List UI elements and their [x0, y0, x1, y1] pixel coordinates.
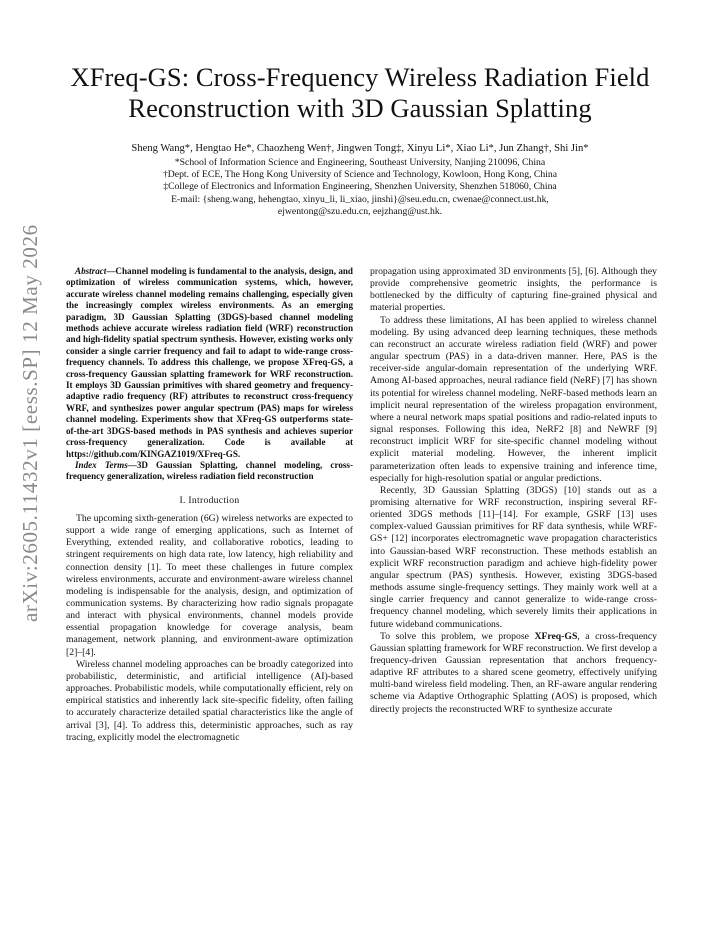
author-list: Sheng Wang*, Hengtao He*, Chaozheng Wen†, Jingwen Tong‡, Xinyu Li*, Xiao Li*, Jun Zhang†, Shi Jin* — [131, 143, 589, 154]
left-column — [66, 266, 353, 744]
affiliation-3: ‡College of Electronics and Information Engineering, Shenzhen University, Shenzhen 518060, China — [163, 181, 557, 193]
email-line-2: ejwentong@szu.edu.cn, eejzhang@ust.hk. — [277, 205, 443, 217]
index-terms — [66, 460, 353, 483]
author-block — [40, 142, 680, 218]
abstract-lead: Abstract — [75, 266, 107, 276]
method-name: XFreq-GS — [534, 630, 578, 642]
abstract-text: —Channel modeling is fundamental to the analysis, design, and optimization of wireless communication systems, which, however, accurate wireless channel modeling remains challenging, especially given the increasingly complex wireless environments. As an emerging paradigm, 3D Gaussian Splatting (3DGS)-based channel modeling methods achieve accurate wireless radiation field (WRF) reconstruction and high-fidelity spatial spectrum synthesis. However, existing works only consider a single carrier frequency and fail to adapt to wide-range cross-frequency channels. To address this challenge, we propose XFreq-GS, a cross-frequency Gaussian splatting framework for WRF reconstruction. It employs 3D Gaussian primitives with shared geometry and frequency-adaptive radio frequency (RF) attributes to reconstruct cross-frequency WRF, and synthesizes power angular spectrum (PAS) maps for wireless channel modeling. Experiments show that XFreq-GS outperforms state-of-the-art 3DGS-based methods in PAS synthesis and achieves superior cross-frequency generalization. Code is available at https://github.com/KINGAZ1019/XFreq-GS. — [66, 266, 353, 459]
arxiv-identifier[interactable]: arXiv:2605.11432v1 [eess.SP] 12 May 2026 — [18, 224, 42, 622]
section-heading-introduction: I. Introduction — [179, 494, 240, 506]
intro-paragraph-1: The upcoming sixth-generation (6G) wireless networks are expected to support a wide range of emerging applications, such as Internet of Everything, extended reality, and collaborative robotics, leading to stringent requirements on high data rate, low latency, high reliability and connection density [1]. To meet these challenges in future complex wireless environments, accurate and environment-aware wireless channel modeling is indispensable for the analysis, design, and optimization of communication systems. By characterizing how radio signals propagate and interact with physical environments, channel models provide essential propagation knowledge for coverage analysis, beam management, network planning, and environment-aware optimization [2]–[4]. — [66, 512, 353, 658]
intro-paragraph-2: Wireless channel modeling approaches can be broadly categorized into probabilistic, deterministic, and artificial intelligence (AI)-based approaches. Probabilistic models, while computationally efficient, rely on empirical statistics and inherently lack site-specific fidelity, often failing to accurately characterize detailed spatial characteristics like the angle of arrival [3], [4]. To address this, deterministic approaches, such as ray tracing, explicitly model the electromagnetic — [66, 658, 353, 743]
affiliation-2: †Dept. of ECE, The Hong Kong University of Science and Technology, Kowloon, Hong Kong, China — [162, 169, 558, 181]
intro-paragraph-2-continued: propagation using approximated 3D environments [5], [6]. Although they provide comprehensive geometric insights, the performance is bottlenecked by the difficulty of capturing fine-grained physical and material properties. — [370, 266, 657, 314]
intro-paragraph-4: Recently, 3D Gaussian Splatting (3DGS) [10] stands out as a promising alternative for WRF reconstruction, inspiring several RF-oriented 3DGS methods [11]–[14]. For example, GSRF [13] uses complex-valued Gaussian primitives for RF data synthesis, while WRF-GS+ [12] incorporates electromagnetic wave propagation characteristics into Gaussian-based WRF reconstruction. These methods establish an explicit WRF reconstruction paradigm and achieve high-fidelity power angular spectrum (PAS) synthesis. However, existing 3DGS-based methods assume single-frequency settings. They mainly work well at a single carrier frequency and cannot generalize to wide-range cross-frequency channel modeling, which severely limits their applications in future wideband communications. — [370, 484, 657, 630]
para5-post: , a cross-frequency Gaussian splatting framework for WRF reconstruction. We first develop a frequency-driven Gaussian representation that anchors frequency-adaptive RF attributes to a shared scene geometry, effectively unifying multi-band wireless field modeling. Then, an RF-aware angular rendering scheme via Adaptive Orthographic Splatting (AOS) is proposed, which directly projects the reconstructed WRF to synthesize accurate — [370, 630, 657, 715]
abstract — [66, 266, 353, 460]
intro-paragraph-3: To address these limitations, AI has been applied to wireless channel modeling. By using advanced deep learning techniques, these methods can reconstruct an accurate wireless radiation field (WRF) and power angular spectrum (PAS) in a data-driven manner. Here, PAS is the receiver-side angular-domain representation of the underlying WRF. Among AI-based approaches, neural radiance field (NeRF) [7] has shown its potential for wireless channel modeling. NeRF-based methods learn an implicit neural representation of the wireless propagation environment, where a neural network maps spatial positions and radio-related inputs to signal responses. Following this idea, NeRF2 [8] and NeWRF [9] reconstruct implicit WRF for site-specific channel modeling without explicit material modeling. However, the inherent implicit parameterization often leads to expensive training and inference time, especially for high-resolution spatial or angular predictions. — [370, 314, 657, 484]
intro-paragraph-5 — [370, 631, 657, 716]
index-terms-lead: Index Terms — [75, 459, 128, 470]
right-column — [370, 266, 657, 716]
email-line-1: E-mail: {sheng.wang, hehengtao, xinyu_li, li_xiao, jinshi}@seu.edu.cn, cwenae@connect.ust.hk, — [171, 193, 549, 205]
paper-title: XFreq-GS: Cross-Frequency Wireless Radiation Field Reconstruction with 3D Gaussian Splatting — [70, 62, 650, 123]
para5-pre: To solve this problem, we propose — [380, 630, 535, 642]
affiliation-1: *School of Information Science and Engineering, Southeast University, Nanjing 210096, China — [174, 157, 546, 168]
index-terms-text: —3D Gaussian Splatting, channel modeling, cross-frequency generalization, wireless radiation field reconstruction — [66, 459, 353, 482]
